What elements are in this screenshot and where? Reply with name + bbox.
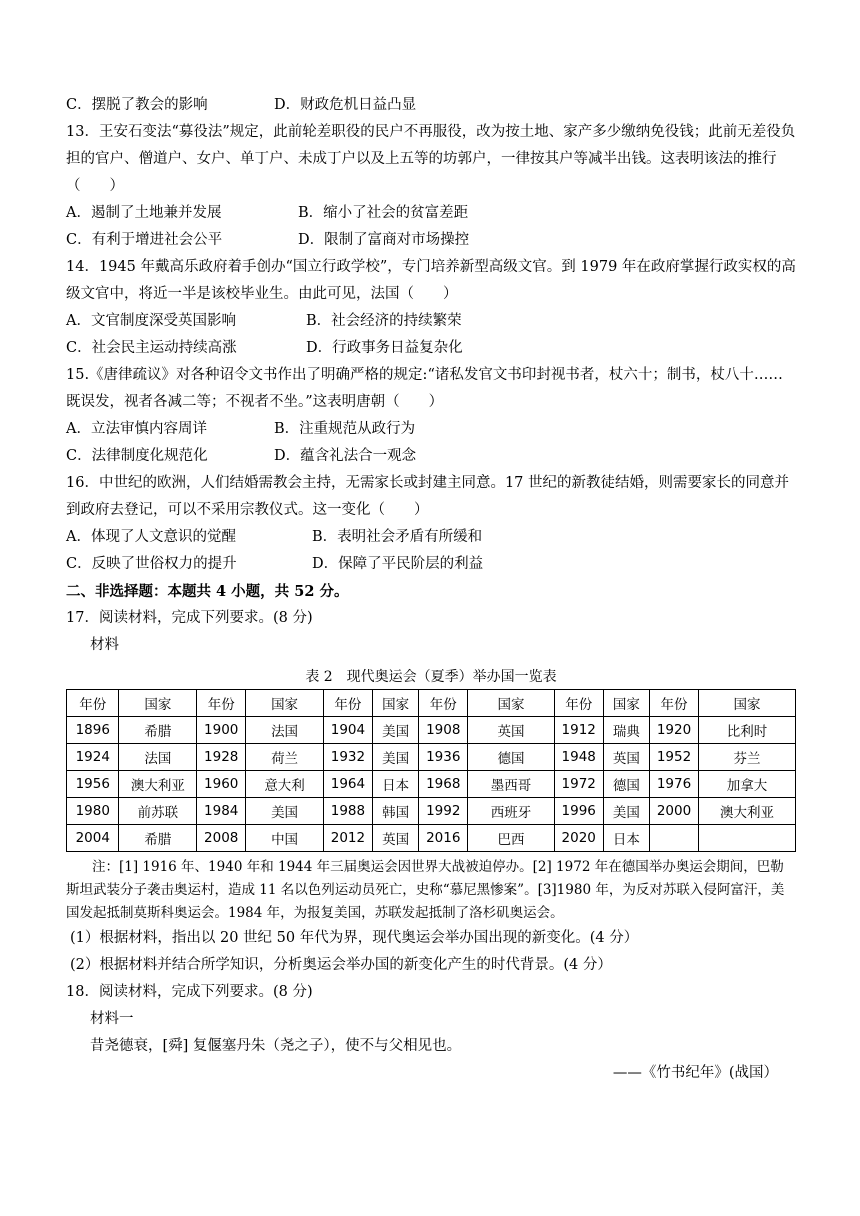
- year-cell: 1988: [323, 798, 372, 825]
- country-cell: 美国: [246, 798, 324, 825]
- q13-stem: 13．王安石变法“募役法”规定，此前轮差职役的民户不再服役，改为按土地、家产多少缴纳免役钱；此前无差役负担的官户、僧道户、女户、单丁户、未成丁户以及上五等的坊郭户，一律按其户等减半出钱。这表明该法的推行（ ）: [66, 124, 796, 194]
- country-cell: 国家: [468, 690, 554, 717]
- q14-option-a: A．文官制度深受英国影响: [66, 313, 236, 329]
- q14-stem: 14．1945 年戴高乐政府着手创办“国立行政学校”，专门培养新型高级文官。到 1979 年在政府掌握行政实权的高级文官中，将近一半是该校毕业生。由此可见，法国（ ）: [66, 259, 796, 302]
- year-cell: 1920: [650, 717, 699, 744]
- country-cell: 英国: [603, 744, 649, 771]
- country-cell: 国家: [699, 690, 796, 717]
- q14-option-b: B．社会经济的持续繁荣: [306, 313, 462, 329]
- country-cell: 希腊: [119, 825, 197, 852]
- q16-option-c: C．反映了世俗权力的提升: [66, 556, 237, 572]
- year-cell: 2020: [554, 825, 603, 852]
- q13-option-b: B．缩小了社会的贫富差距: [298, 205, 469, 221]
- table-header-row: [67, 690, 796, 717]
- country-cell: 加拿大: [699, 771, 796, 798]
- year-cell: 年份: [323, 690, 372, 717]
- q18-material-text: 昔尧德衰，[舜] 复偃塞丹朱（尧之子），使不与父相见也。: [90, 1038, 462, 1054]
- year-cell: 2004: [67, 825, 119, 852]
- q14-options-cd: [66, 335, 796, 362]
- year-cell: 1952: [650, 744, 699, 771]
- year-cell: 1932: [323, 744, 372, 771]
- olympics-host-table: [66, 689, 796, 852]
- q18-source: ——《竹书纪年》(战国）: [612, 1065, 778, 1081]
- year-cell: 1972: [554, 771, 603, 798]
- country-cell: 美国: [372, 744, 418, 771]
- q18-stem: 18．阅读材料，完成下列要求。(8 分): [66, 984, 313, 1000]
- q16-option-a: A．体现了人文意识的觉醒: [66, 529, 236, 545]
- q16-options-ab: [66, 524, 796, 551]
- table-row: [67, 825, 796, 852]
- year-cell: 2000: [650, 798, 699, 825]
- year-cell: 1968: [419, 771, 468, 798]
- country-cell: 日本: [372, 771, 418, 798]
- q16-option-d: D．保障了平民阶层的利益: [312, 556, 484, 572]
- q16-stem: 16．中世纪的欧洲，人们结婚需教会主持，无需家长或封建主同意。17 世纪的新教徒结婚，则需要家长的同意并到政府去登记，可以不采用宗教仪式。这一变化（ ）: [66, 475, 790, 518]
- year-cell: 1960: [197, 771, 246, 798]
- q14-option-c: C．社会民主运动持续高涨: [66, 340, 237, 356]
- year-cell: 1980: [67, 798, 119, 825]
- table-caption: 表 2 现代奥运会（夏季）举办国一览表: [305, 669, 557, 685]
- year-cell: 2016: [419, 825, 468, 852]
- q12-options: [66, 92, 796, 119]
- country-cell: 巴西: [468, 825, 554, 852]
- q13-options-cd: [66, 227, 796, 254]
- table-row: [67, 717, 796, 744]
- year-cell: 年份: [650, 690, 699, 717]
- year-cell: 年份: [419, 690, 468, 717]
- year-cell: 1924: [67, 744, 119, 771]
- year-cell: 1896: [67, 717, 119, 744]
- country-cell: 比利时: [699, 717, 796, 744]
- country-cell: 意大利: [246, 771, 324, 798]
- year-cell: 年份: [197, 690, 246, 717]
- q14-option-d: D．行政事务日益复杂化: [306, 340, 463, 356]
- year-cell: 1964: [323, 771, 372, 798]
- q16-option-b: B．表明社会矛盾有所缓和: [312, 529, 483, 545]
- q15-option-c: C．法律制度化规范化: [66, 448, 208, 464]
- q17-subquestion-2: (2）根据材料并结合所学知识，分析奥运会举办国的新变化产生的时代背景。(4 分）: [70, 957, 612, 973]
- q13-option-c: C．有利于增进社会公平: [66, 232, 223, 248]
- country-cell: 美国: [372, 717, 418, 744]
- year-cell: 1956: [67, 771, 119, 798]
- q16-options-cd: [66, 551, 796, 578]
- q13-option-d: D．限制了富商对市场操控: [298, 232, 470, 248]
- country-cell: 国家: [372, 690, 418, 717]
- exam-page: [66, 92, 796, 1087]
- year-cell: 1984: [197, 798, 246, 825]
- country-cell: 芬兰: [699, 744, 796, 771]
- year-cell: 1992: [419, 798, 468, 825]
- country-cell: 中国: [246, 825, 324, 852]
- q15-options-cd: [66, 443, 796, 470]
- country-cell: 英国: [372, 825, 418, 852]
- country-cell: 瑞典: [603, 717, 649, 744]
- country-cell: 西班牙: [468, 798, 554, 825]
- q12-option-c: C．摆脱了教会的影响: [66, 97, 208, 113]
- table-row: [67, 771, 796, 798]
- year-cell: 1948: [554, 744, 603, 771]
- year-cell: 年份: [554, 690, 603, 717]
- q13-options-ab: [66, 200, 796, 227]
- q17-stem: 17．阅读材料，完成下列要求。(8 分): [66, 610, 313, 626]
- q14-options-ab: [66, 308, 796, 335]
- table-row: [67, 798, 796, 825]
- country-cell: 前苏联: [119, 798, 197, 825]
- year-cell: 年份: [67, 690, 119, 717]
- q13-option-a: A．遏制了土地兼并发展: [66, 205, 222, 221]
- q17-material-label: 材料: [90, 637, 119, 653]
- country-cell: 英国: [468, 717, 554, 744]
- country-cell: 国家: [246, 690, 324, 717]
- country-cell: 法国: [246, 717, 324, 744]
- year-cell: 1976: [650, 771, 699, 798]
- country-cell: 韩国: [372, 798, 418, 825]
- country-cell: [699, 825, 796, 852]
- country-cell: 德国: [603, 771, 649, 798]
- q17-subquestion-1: (1）根据材料，指出以 20 世纪 50 年代为界，现代奥运会举办国出现的新变化。(4 分）: [70, 930, 639, 946]
- q15-option-a: A．立法审慎内容周详: [66, 421, 207, 437]
- country-cell: 法国: [119, 744, 197, 771]
- year-cell: 1908: [419, 717, 468, 744]
- year-cell: [650, 825, 699, 852]
- year-cell: 1928: [197, 744, 246, 771]
- q12-option-d: D．财政危机日益凸显: [274, 97, 417, 113]
- q15-option-d: D．蕴含礼法合一观念: [274, 448, 417, 464]
- country-cell: 澳大利亚: [119, 771, 197, 798]
- country-cell: 墨西哥: [468, 771, 554, 798]
- country-cell: 德国: [468, 744, 554, 771]
- country-cell: 日本: [603, 825, 649, 852]
- year-cell: 2012: [323, 825, 372, 852]
- year-cell: 1904: [323, 717, 372, 744]
- q15-option-b: B．注重规范从政行为: [274, 421, 416, 437]
- q15-options-ab: [66, 416, 796, 443]
- year-cell: 1912: [554, 717, 603, 744]
- year-cell: 2008: [197, 825, 246, 852]
- section-heading-nonchoice: 二、非选择题：本题共 4 小题，共 52 分。: [66, 583, 349, 600]
- q15-stem: 15.《唐律疏议》对各种诏令文书作出了明确严格的规定:“诸私发官文书印封视书者，杖六十；制书，杖八十……既误发，视者各减二等；不视者不坐。”这表明唐朝（ ）: [66, 367, 783, 410]
- country-cell: 荷兰: [246, 744, 324, 771]
- q18-material-label: 材料一: [90, 1011, 134, 1027]
- country-cell: 希腊: [119, 717, 197, 744]
- country-cell: 澳大利亚: [699, 798, 796, 825]
- table-row: [67, 744, 796, 771]
- year-cell: 1996: [554, 798, 603, 825]
- country-cell: 美国: [603, 798, 649, 825]
- country-cell: 国家: [119, 690, 197, 717]
- year-cell: 1936: [419, 744, 468, 771]
- country-cell: 国家: [603, 690, 649, 717]
- year-cell: 1900: [197, 717, 246, 744]
- table-note: 注：[1] 1916 年、1940 年和 1944 年三届奥运会因世界大战被迫停办。[2] 1972 年在德国举办奥运会期间，巴勒斯坦武装分子袭击奥运村，造成 11 名以色列运动员死亡，史称“慕尼黑惨案”。[3]1980 年，为反对苏联入侵阿富汗，美国发起抵制莫斯科奥运会。1984 年，为报复美国，苏联发起抵制了洛杉矶奥运会。: [66, 859, 785, 921]
